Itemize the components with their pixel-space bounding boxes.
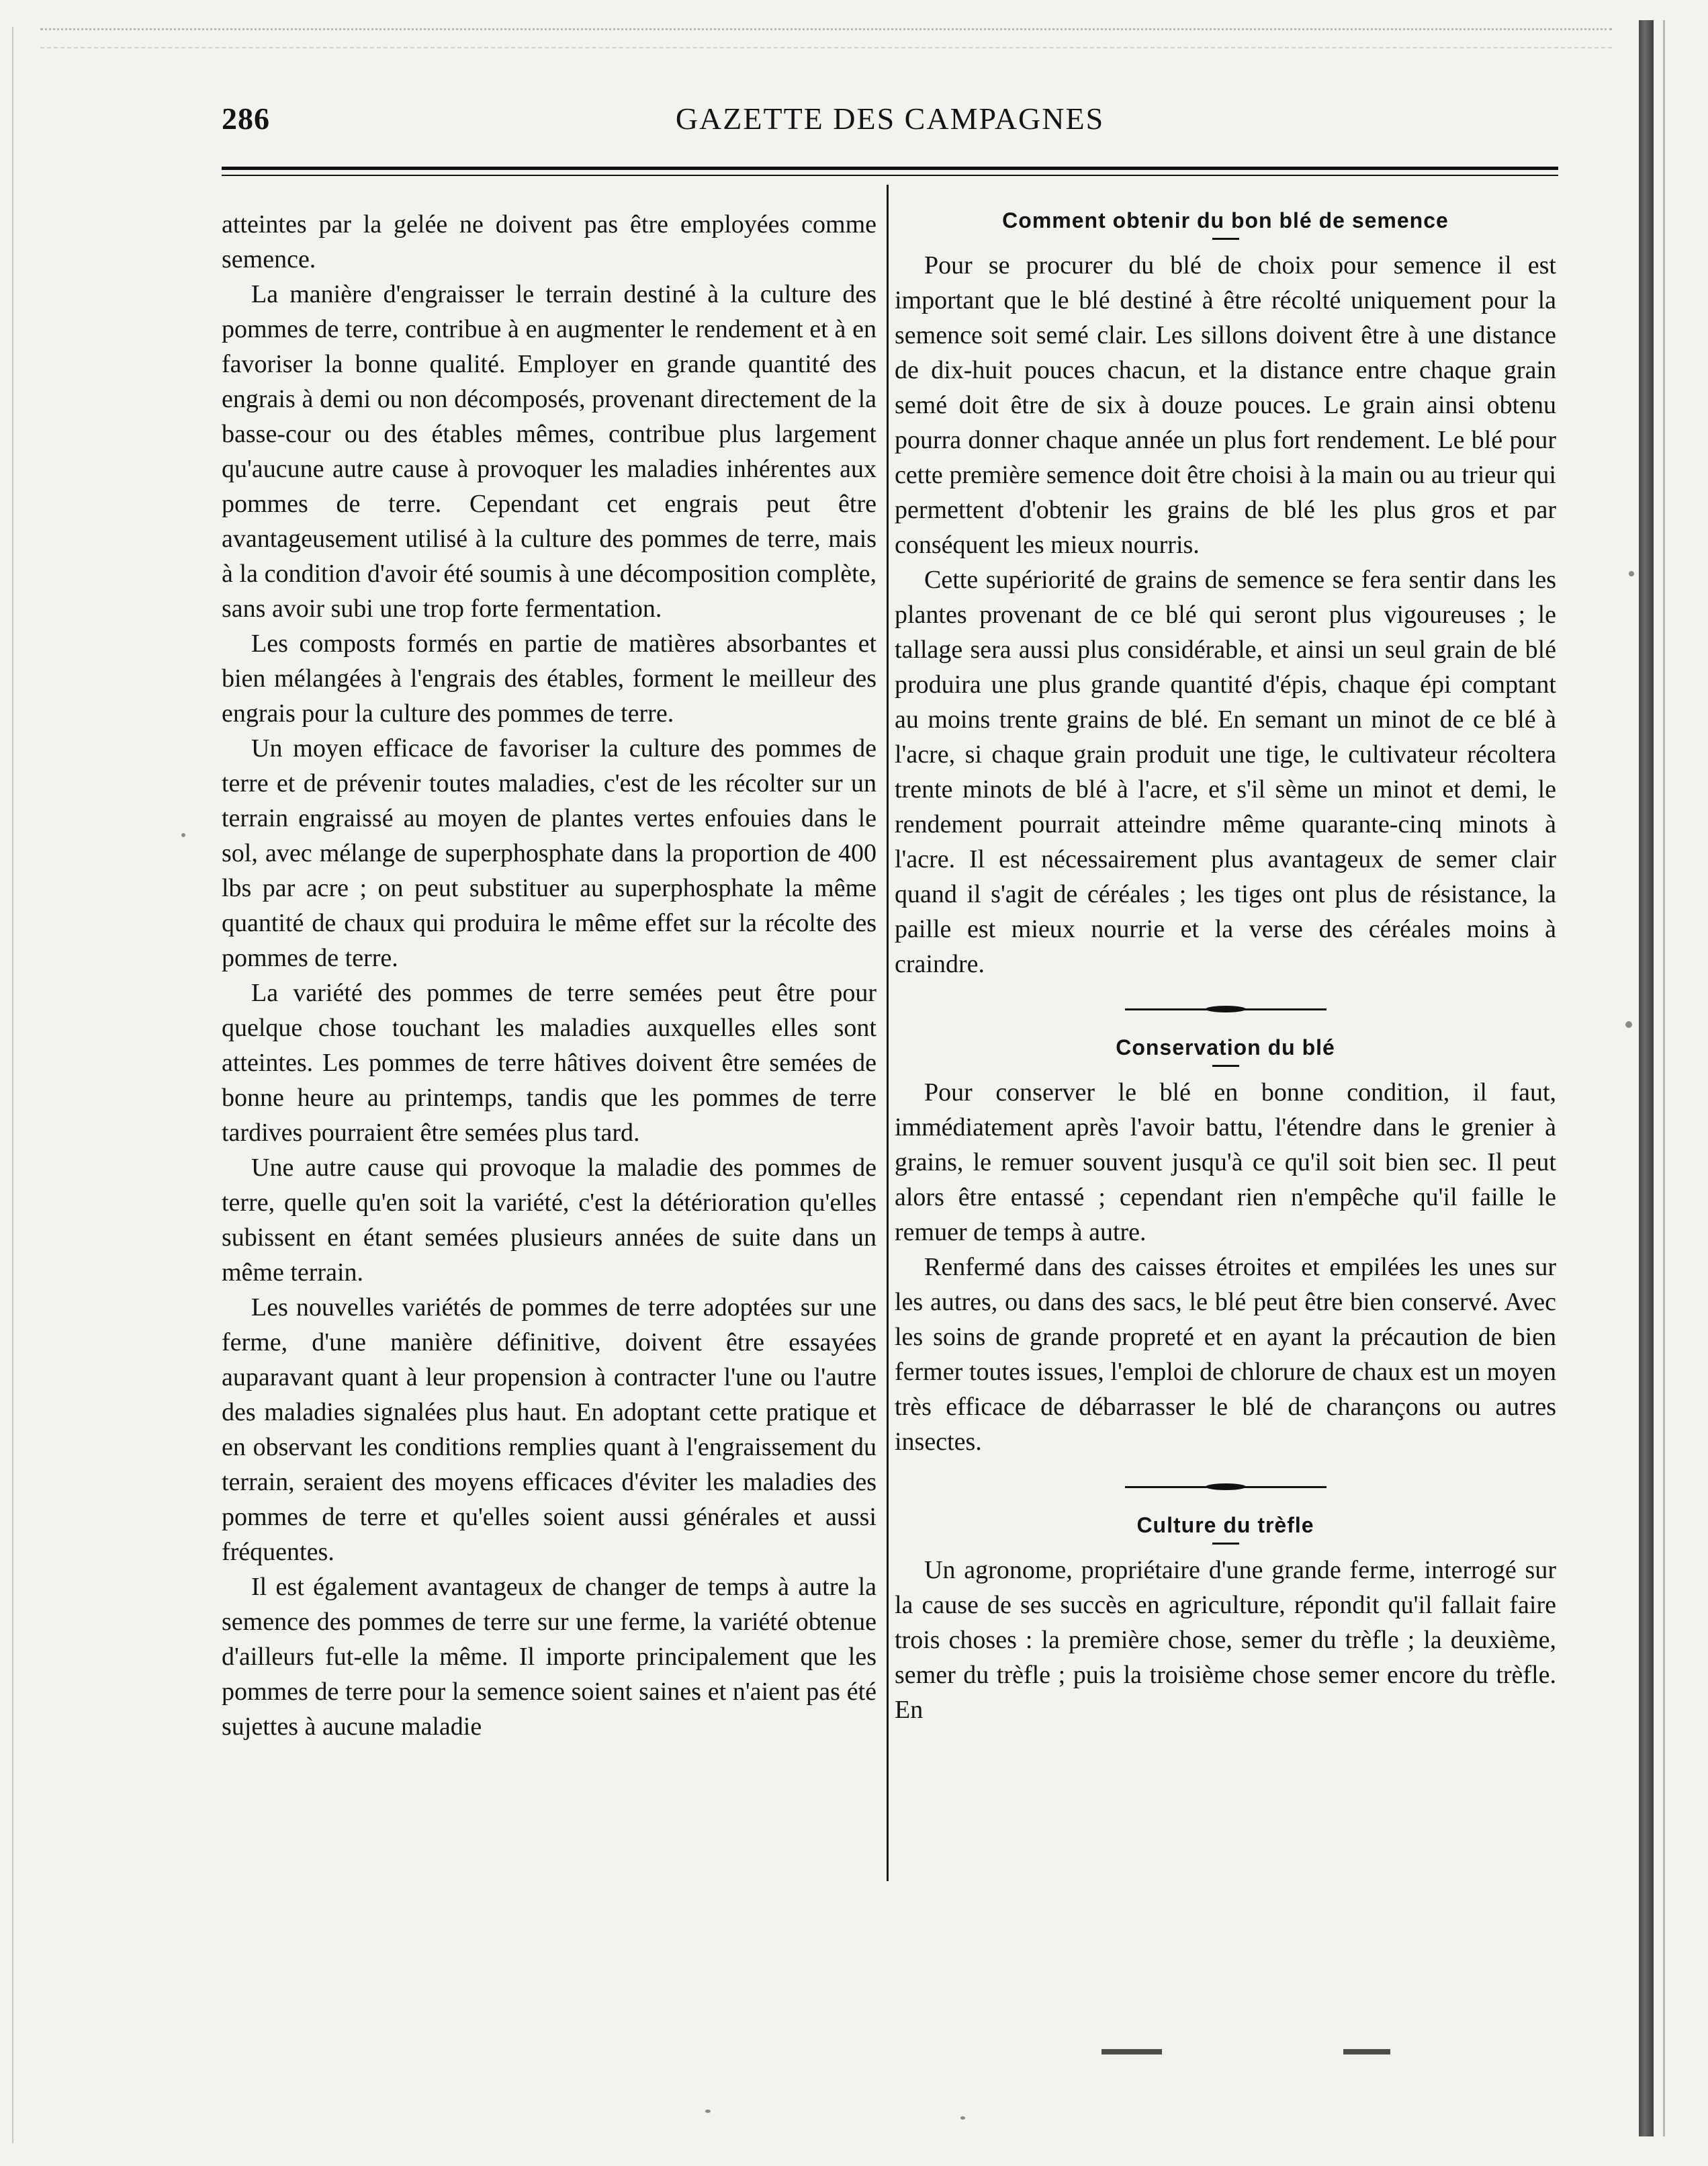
left-page-edge [12,27,13,2143]
journal-title: GAZETTE DES CAMPAGNES [675,101,1105,136]
section-title-clover: Culture du trèfle [1136,1513,1314,1537]
section-title-seed-wheat: Comment obtenir du bon blé de semence [1002,208,1449,232]
scan-speck [705,2110,711,2113]
right-column [895,206,1556,1727]
paragraph: Pour se procurer du blé de choix pour semence il est important que le blé destiné à être récolté uniquement pour la semence soit semé clair. Les sillons doivent être à une distance de dix-huit pouces chacun, et la distance entre chaque grain semé doit être de six à douze pouces. Le grain ainsi obtenu pourra donner chaque année un plus fort rendement. Le blé pour cette première semence doit être choisi à la main ou au trieur qui permettent d'obtenir les grains de blé les plus gros et par conséquent les mieux nourris. [895,251,1556,559]
title-underline [1212,1543,1239,1545]
paragraph: Cette supériorité de grains de semence se fera sentir dans les plantes provenant de ce blé qui seront plus vigoureuses ; le tallage sera aussi plus considérable, et ainsi un seul grain de blé produira une plus grande quantité d'épis, chaque épi comptant au moins trente grains de blé. En semant un minot de ce blé à l'acre, si chaque grain produit une tige, le cultivateur récoltera trente minots de blé à l'acre, et s'il sème un minot et demi, le rendement pourrait atteindre même quarante-cinq minots à l'acre. Il est nécessairement plus avantageux de semer clair quand il s'agit de céréales ; les tiges ont plus de résistance, la paille est mieux nourrie et la verse des céréales moins à craindre. [895,566,1556,978]
signature-mark [1343,2049,1390,2054]
section-title-wheat-storage: Conservation du blé [1116,1035,1335,1059]
paragraph: atteintes par la gelée ne doivent pas être employées comme semence. [222,210,877,273]
page-edge-noise-2 [40,47,1612,48]
binding-spine [1639,20,1654,2136]
title-underline [1212,238,1239,240]
header-rule-thick [222,167,1558,170]
binding-spine-edge [1663,20,1665,2136]
scan-speck [960,2116,965,2120]
paragraph: Pour conserver le blé en bonne condition, il faut, immédiatement après l'avoir battu, l'étendre dans le grenier à grains, le remuer souvent jusqu'à ce qu'il soit bien sec. Il peut alors être entassé ; cependant rien n'empêche qu'il faille le remuer de temps à autre. [895,1078,1556,1246]
paragraph: Les nouvelles variétés de pommes de terre adoptées sur une ferme, d'une manière définitive, doivent être essayées auparavant quant à leur propension à contracter l'une ou l'autre des maladies signalées plus haut. En adoptant cette pratique et en observant les conditions remplies quant à l'engraissement du terrain, seraient des moyens efficaces d'éviter les maladies des pommes de terre et qu'elles soient aussi générales et aussi fréquentes. [222,1293,877,1566]
title-underline [1212,1065,1239,1067]
paragraph: Les composts formés en partie de matières absorbantes et bien mélangées à l'engrais des étables, forment le meilleur des engrais pour la culture des pommes de terre. [222,630,877,728]
page-edge-noise [40,28,1612,30]
header-rule-thin [222,175,1558,176]
scan-speck [1629,571,1634,576]
column-divider [887,185,889,1881]
paragraph: Un agronome, propriétaire d'une grande ferme, interrogé sur la cause de ses succès en agriculture, répondit qu'il fallait faire trois choses : la première chose, semer du trèfle ; la deuxième, semer du trèfle ; puis la troisième chose semer encore du trèfle. En [895,1556,1556,1724]
paragraph: La variété des pommes de terre semées peut être pour quelque chose touchant les maladies auxquelles elles sont atteintes. Les pommes de terre hâtives doivent être semées de bonne heure au printemps, tandis que les pommes de terre tardives pourraient être semées plus tard. [222,979,877,1147]
signature-mark [1102,2049,1162,2054]
section-separator [1125,1482,1327,1491]
section-separator [1125,1004,1327,1014]
paragraph: Une autre cause qui provoque la maladie des pommes de terre, quelle qu'en soit la variété, c'est la détérioration qu'elles subissent en étant semées plusieurs années de suite dans un même terrain. [222,1154,877,1287]
scan-speck [1625,1021,1632,1028]
left-column [222,207,877,1744]
paragraph: Un moyen efficace de favoriser la culture des pommes de terre et de prévenir toutes maladies, c'est de les récolter sur un terrain engraissé au moyen de plantes vertes enfouies dans le sol, avec mélange de superphosphate dans la proportion de 400 lbs par acre ; on peut substituer au superphosphate la même quantité de chaux qui produira le même effet sur la récolte des pommes de terre. [222,734,877,972]
page-header [222,101,1558,148]
scan-speck [181,833,185,837]
paragraph: La manière d'engraisser le terrain destiné à la culture des pommes de terre, contribue à en augmenter le rendement et à en favoriser la bonne qualité. Employer en grande quantité des engrais à demi ou non décomposés, provenant directement de la basse-cour ou des étables mêmes, contribue plus largement qu'aucune autre cause à provoquer les maladies inhérentes aux pommes de terre. Cependant cet engrais peut être avantageusement utilisé à la culture des pommes de terre, mais à la condition d'avoir été soumis à une décomposition complète, sans avoir subi une trop forte fermentation. [222,280,877,623]
paragraph: Il est également avantageux de changer de temps à autre la semence des pommes de terre sur une ferme, la variété obtenue d'ailleurs fut-elle la même. Il importe principalement que les pommes de terre pour la semence soient saines et n'aient pas été sujettes à aucune maladie [222,1573,877,1741]
paragraph: Renfermé dans des caisses étroites et empilées les unes sur les autres, ou dans des sacs, le blé peut être bien conservé. Avec les soins de grande propreté et en ayant la précaution de bien fermer toutes issues, l'emploi de chlorure de chaux est un moyen très efficace de débarrasser le blé de charançons ou autres insectes. [895,1253,1556,1456]
page-number: 286 [222,101,270,136]
